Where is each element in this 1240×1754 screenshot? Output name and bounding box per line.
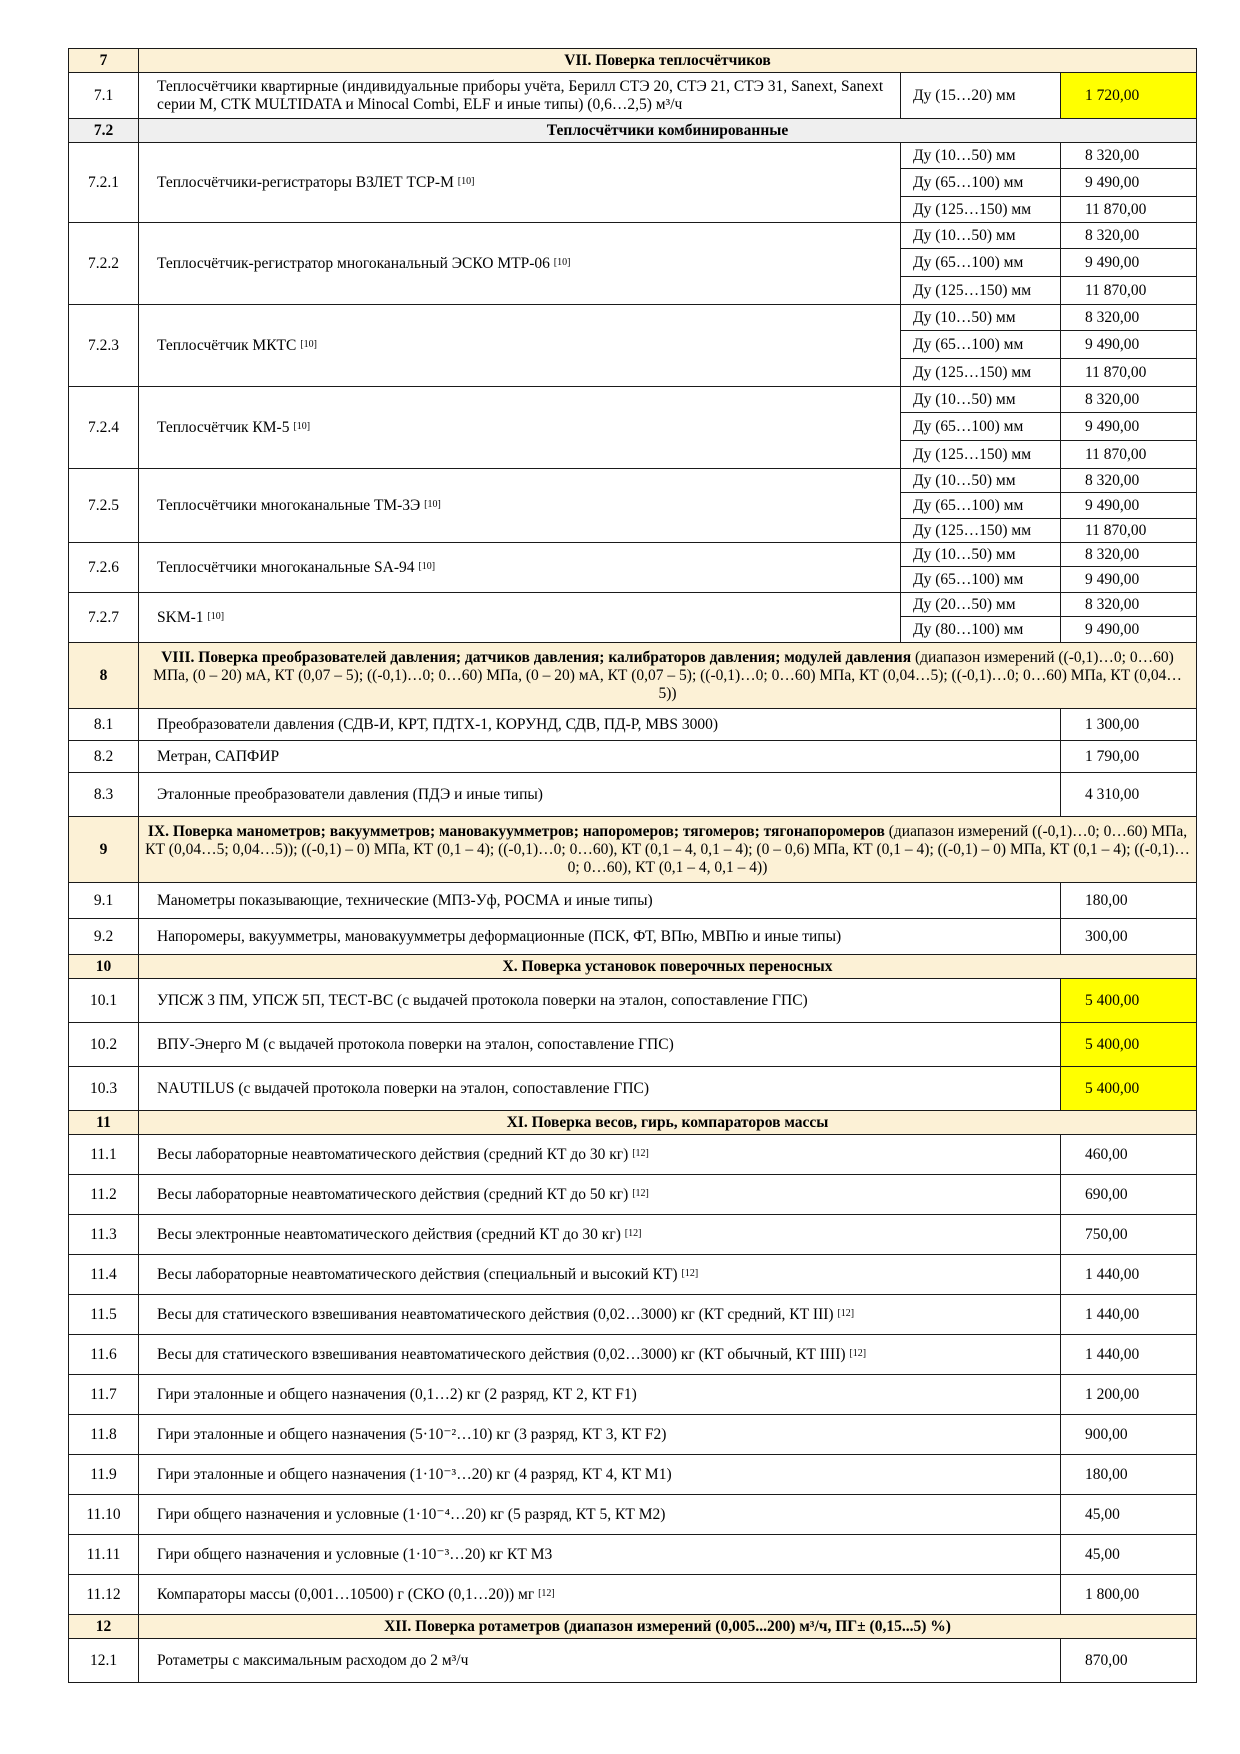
- item-name: [139, 1495, 1061, 1535]
- item-name: [139, 1639, 1061, 1683]
- item-name-text: Гири эталонные и общего назначения (0,1…2) кг (2 разряд, КТ 2, КТ F1): [157, 1385, 637, 1403]
- item-name: [139, 1335, 1061, 1375]
- table-row: [69, 1215, 1197, 1255]
- table-row: [69, 73, 1197, 119]
- table-row: [69, 223, 1197, 249]
- item-name: [139, 1135, 1061, 1175]
- footnote-ref: [12]: [632, 1147, 649, 1159]
- footnote-ref: [10]: [424, 498, 441, 510]
- nominal-diameter: Ду (10…50) мм: [901, 469, 1061, 493]
- item-number: 7.2.4: [69, 387, 139, 469]
- item-number: 11.12: [69, 1575, 139, 1615]
- section-title-text: VII. Поверка теплосчётчиков: [564, 51, 771, 69]
- item-name: [139, 1415, 1061, 1455]
- item-name-text: SKM-1: [157, 608, 204, 626]
- table-row: [69, 741, 1197, 773]
- item-name-text: Теплосчётчик КМ-5: [157, 418, 290, 436]
- section-header-row: [69, 817, 1197, 883]
- table-row: [69, 1067, 1197, 1111]
- section-number: 7.2: [69, 119, 139, 143]
- item-name: [139, 919, 1061, 955]
- price: 9 490,00: [1061, 617, 1197, 643]
- section-number: 10: [69, 955, 139, 979]
- price: 1 800,00: [1061, 1575, 1197, 1615]
- nominal-diameter: Ду (65…100) мм: [901, 413, 1061, 441]
- price: 300,00: [1061, 919, 1197, 955]
- item-name: [139, 1255, 1061, 1295]
- table-row: [69, 469, 1197, 493]
- price: 45,00: [1061, 1495, 1197, 1535]
- item-name: [139, 1175, 1061, 1215]
- footnote-ref: [12]: [681, 1267, 699, 1279]
- item-name: [139, 773, 1061, 817]
- section-range-note: (диапазон измерений ((-0,1)…0; 0…60) МПа, (0 – 20) мА, КТ (0,07 – 5); ((-0,1)…0; 0…60) МПа, (0 – 20) мА, КТ (0,07 – 5); ((-0,1)…0; 0…60) МПа, КТ (0,04…5); ((-0,1)…0; 0…60) МПа, КТ (0,04…5)): [153, 648, 1182, 702]
- nominal-diameter: Ду (20…50) мм: [901, 593, 1061, 617]
- item-number: 10.2: [69, 1023, 139, 1067]
- nominal-diameter: Ду (125…150) мм: [901, 197, 1061, 223]
- section-title-text: X. Поверка установок поверочных переносных: [502, 957, 833, 975]
- nominal-diameter: Ду (65…100) мм: [901, 567, 1061, 593]
- item-name: [139, 1067, 1061, 1111]
- item-name-text: Теплосчётчики квартирные (индивидуальные приборы учёта, Берилл СТЭ 20, СТЭ 21, СТЭ 31, Sanext, Sanext серии M, СТК MULTIDATA и Minocal Combi, ELF и иные типы) (0,6…2,5) м³/ч: [157, 77, 884, 113]
- nominal-diameter: Ду (80…100) мм: [901, 617, 1061, 643]
- nominal-diameter: Ду (65…100) мм: [901, 169, 1061, 197]
- section-title-text: XII. Поверка ротаметров (диапазон измерений (0,005...200) м³/ч, ПГ± (0,15...5) %): [384, 1617, 951, 1635]
- section-header-row: [69, 49, 1197, 73]
- item-number: 9.1: [69, 883, 139, 919]
- price: 5 400,00: [1061, 1023, 1197, 1067]
- section-title: [139, 1111, 1197, 1135]
- section-title-text: XI. Поверка весов, гирь, компараторов массы: [506, 1113, 829, 1131]
- item-number: 9.2: [69, 919, 139, 955]
- price: 9 490,00: [1061, 249, 1197, 277]
- item-name-text: Теплосчётчики многоканальные SA-94: [157, 558, 415, 576]
- table-row: [69, 1455, 1197, 1495]
- section-number: 12: [69, 1615, 139, 1639]
- footnote-ref: [12]: [837, 1307, 855, 1319]
- price: 11 870,00: [1061, 519, 1197, 543]
- item-name-text: Теплосчётчик МКТС: [157, 336, 297, 354]
- table-row: [69, 883, 1197, 919]
- item-name: [139, 1375, 1061, 1415]
- price: 1 440,00: [1061, 1335, 1197, 1375]
- item-name-text: Компараторы массы (0,001…10500) г (СКО (0,1…20)) мг: [157, 1585, 535, 1603]
- price: 1 790,00: [1061, 741, 1197, 773]
- item-name: [139, 73, 901, 119]
- price: 8 320,00: [1061, 469, 1197, 493]
- nominal-diameter: Ду (10…50) мм: [901, 387, 1061, 413]
- section-title: [139, 643, 1197, 709]
- item-name: [139, 223, 901, 305]
- price: 4 310,00: [1061, 773, 1197, 817]
- table-row: [69, 1495, 1197, 1535]
- table-row: [69, 773, 1197, 817]
- item-name-text: Ротаметры с максимальным расходом до 2 м³/ч: [157, 1651, 469, 1669]
- item-number: 11.2: [69, 1175, 139, 1215]
- footnote-ref: [12]: [624, 1227, 642, 1239]
- item-name: [139, 883, 1061, 919]
- price: 9 490,00: [1061, 493, 1197, 519]
- item-name: [139, 1023, 1061, 1067]
- item-number: 11.3: [69, 1215, 139, 1255]
- footnote-ref: [10]: [418, 560, 436, 572]
- section-header-row: [69, 1111, 1197, 1135]
- section-header-row: [69, 955, 1197, 979]
- item-name-text: Гири эталонные и общего назначения (5·10⁻²…10) кг (3 разряд, КТ 3, КТ F2): [157, 1425, 667, 1443]
- item-name: [139, 1575, 1061, 1615]
- item-name: [139, 593, 901, 643]
- item-number: 11.8: [69, 1415, 139, 1455]
- price: 460,00: [1061, 1135, 1197, 1175]
- item-name: [139, 741, 1061, 773]
- footnote-ref: [12]: [849, 1347, 867, 1359]
- item-name-text: Весы лабораторные неавтоматического действия (средний КТ до 30 кг): [157, 1145, 629, 1163]
- table-row: [69, 1295, 1197, 1335]
- item-name: [139, 543, 901, 593]
- price: 9 490,00: [1061, 413, 1197, 441]
- footnote-ref: [10]: [207, 610, 225, 622]
- section-range-note: (диапазон измерений ((-0,1)…0; 0…60) МПа, КТ (0,04…5; 0,04…5)); ((-0,1) – 0) МПа, КТ (0,1 – 4); ((-0,1)…0; 0…60), КТ (0,1 – 4, 0,1 – 4); (0 – 0,6) МПа, КТ (0,1 – 4); ((-0,1) – 0) МПа, КТ (0,1 – 4); ((-0,1)…0; 0…60), КТ (0,1 – 4, 0,1 – 4)): [145, 822, 1190, 876]
- table-row: [69, 709, 1197, 741]
- table-row: [69, 593, 1197, 617]
- item-name: [139, 469, 901, 543]
- price: 11 870,00: [1061, 441, 1197, 469]
- item-number: 11.10: [69, 1495, 139, 1535]
- price: 8 320,00: [1061, 143, 1197, 169]
- item-name: [139, 387, 901, 469]
- item-name-text: Гири общего назначения и условные (1·10⁻³…20) кг КТ М3: [157, 1545, 553, 1563]
- table-row: [69, 1375, 1197, 1415]
- item-name: [139, 1215, 1061, 1255]
- item-name: [139, 305, 901, 387]
- section-title-text: Теплосчётчики комбинированные: [546, 121, 789, 139]
- item-name: [139, 1455, 1061, 1495]
- section-number: 9: [69, 817, 139, 883]
- item-number: 10.1: [69, 979, 139, 1023]
- section-title-text: IX. Поверка манометров; вакуумметров; мановакуумметров; напоромеров; тягомеров; тягонапоромеров: [147, 822, 885, 840]
- item-number: 11.4: [69, 1255, 139, 1295]
- section-number: 11: [69, 1111, 139, 1135]
- footnote-ref: [10]: [457, 175, 475, 187]
- price: 8 320,00: [1061, 305, 1197, 331]
- item-name-text: Напоромеры, вакуумметры, мановакуумметры деформационные (ПСК, ФТ, ВПю, МВПю и иные типы): [157, 927, 842, 945]
- price: 180,00: [1061, 883, 1197, 919]
- nominal-diameter: Ду (10…50) мм: [901, 143, 1061, 169]
- item-name-text: ВПУ-Энерго М (с выдачей протокола поверки на эталон, сопоставление ГПС): [157, 1035, 674, 1053]
- item-name-text: Теплосчётчики многоканальные ТМ-3Э: [157, 496, 421, 514]
- item-name-text: Весы электронные неавтоматического действия (средний КТ до 30 кг): [157, 1225, 621, 1243]
- item-name-text: Теплосчётчики-регистраторы ВЗЛЕТ ТСР-М: [157, 173, 454, 191]
- price: 9 490,00: [1061, 331, 1197, 359]
- price-table-body: [69, 49, 1197, 1683]
- price: 690,00: [1061, 1175, 1197, 1215]
- item-name-text: Метран, САПФИР: [157, 747, 280, 765]
- table-row: [69, 543, 1197, 567]
- item-number: 7.2.3: [69, 305, 139, 387]
- price: 8 320,00: [1061, 543, 1197, 567]
- table-row: [69, 143, 1197, 169]
- section-header-row: [69, 1615, 1197, 1639]
- price: 750,00: [1061, 1215, 1197, 1255]
- item-name-text: Преобразователи давления (СДВ-И, КРТ, ПДТХ-1, КОРУНД, СДВ, ПД-Р, MBS 3000): [157, 715, 718, 733]
- table-row: [69, 1023, 1197, 1067]
- table-row: [69, 305, 1197, 331]
- price: 1 440,00: [1061, 1255, 1197, 1295]
- item-number: 7.2.7: [69, 593, 139, 643]
- nominal-diameter: Ду (10…50) мм: [901, 223, 1061, 249]
- price: 5 400,00: [1061, 979, 1197, 1023]
- item-number: 7.2.1: [69, 143, 139, 223]
- price: 1 200,00: [1061, 1375, 1197, 1415]
- price: 1 440,00: [1061, 1295, 1197, 1335]
- price: 180,00: [1061, 1455, 1197, 1495]
- table-row: [69, 1575, 1197, 1615]
- nominal-diameter: Ду (125…150) мм: [901, 519, 1061, 543]
- item-number: 8.1: [69, 709, 139, 741]
- item-name-text: Манометры показывающие, технические (МП3-Уф, РОСМА и иные типы): [157, 891, 653, 909]
- table-row: [69, 979, 1197, 1023]
- price: 9 490,00: [1061, 567, 1197, 593]
- item-number: 7.2.5: [69, 469, 139, 543]
- subsection-header-row: [69, 119, 1197, 143]
- item-name-text: УПСЖ 3 ПМ, УПСЖ 5П, ТЕСТ-ВС (с выдачей протокола поверки на эталон, сопоставление ГПС): [157, 991, 808, 1009]
- footnote-ref: [12]: [538, 1587, 555, 1599]
- item-number: 7.2.2: [69, 223, 139, 305]
- price: 45,00: [1061, 1535, 1197, 1575]
- table-row: [69, 1535, 1197, 1575]
- price: 870,00: [1061, 1639, 1197, 1683]
- price: 8 320,00: [1061, 387, 1197, 413]
- table-row: [69, 1335, 1197, 1375]
- item-name: [139, 143, 901, 223]
- item-name-text: Гири эталонные и общего назначения (1·10⁻³…20) кг (4 разряд, КТ 4, КТ M1): [157, 1465, 672, 1483]
- section-title: [139, 49, 1197, 73]
- nominal-diameter: Ду (65…100) мм: [901, 331, 1061, 359]
- footnote-ref: [10]: [300, 338, 317, 350]
- nominal-diameter: Ду (10…50) мм: [901, 543, 1061, 567]
- price: 1 720,00: [1061, 73, 1197, 119]
- section-title: [139, 119, 1197, 143]
- item-number: 7.2.6: [69, 543, 139, 593]
- item-name: [139, 979, 1061, 1023]
- item-name-text: Весы лабораторные неавтоматического действия (средний КТ до 50 кг): [157, 1185, 629, 1203]
- item-number: 11.9: [69, 1455, 139, 1495]
- item-number: 12.1: [69, 1639, 139, 1683]
- item-name-text: Гири общего назначения и условные (1·10⁻⁴…20) кг (5 разряд, КТ 5, КТ M2): [157, 1505, 666, 1523]
- item-number: 8.2: [69, 741, 139, 773]
- section-number: 7: [69, 49, 139, 73]
- section-title: [139, 817, 1197, 883]
- item-name-text: Теплосчётчик-регистратор многоканальный ЭСКО МТР-06: [157, 254, 550, 272]
- table-row: [69, 1415, 1197, 1455]
- nominal-diameter: Ду (125…150) мм: [901, 277, 1061, 305]
- price: 8 320,00: [1061, 593, 1197, 617]
- item-name-text: Эталонные преобразователи давления (ПДЭ и иные типы): [157, 785, 543, 803]
- item-name: [139, 1295, 1061, 1335]
- table-row: [69, 1639, 1197, 1683]
- price: 9 490,00: [1061, 169, 1197, 197]
- nominal-diameter: Ду (15…20) мм: [901, 73, 1061, 119]
- section-header-row: [69, 643, 1197, 709]
- table-row: [69, 1255, 1197, 1295]
- item-number: 11.6: [69, 1335, 139, 1375]
- price: 5 400,00: [1061, 1067, 1197, 1111]
- item-name-text: Весы лабораторные неавтоматического действия (специальный и высокий КТ): [157, 1265, 678, 1283]
- nominal-diameter: Ду (10…50) мм: [901, 305, 1061, 331]
- footnote-ref: [10]: [553, 256, 571, 268]
- item-number: 11.1: [69, 1135, 139, 1175]
- nominal-diameter: Ду (125…150) мм: [901, 359, 1061, 387]
- table-row: [69, 919, 1197, 955]
- nominal-diameter: Ду (65…100) мм: [901, 493, 1061, 519]
- item-number: 11.5: [69, 1295, 139, 1335]
- table-row: [69, 1175, 1197, 1215]
- price: 8 320,00: [1061, 223, 1197, 249]
- price: 11 870,00: [1061, 359, 1197, 387]
- item-number: 8.3: [69, 773, 139, 817]
- price: 11 870,00: [1061, 277, 1197, 305]
- price: 11 870,00: [1061, 197, 1197, 223]
- footnote-ref: [12]: [632, 1187, 649, 1199]
- nominal-diameter: Ду (125…150) мм: [901, 441, 1061, 469]
- item-name-text: Весы для статического взвешивания неавтоматического действия (0,02…3000) кг (КТ средний, КТ III): [157, 1305, 834, 1323]
- table-row: [69, 1135, 1197, 1175]
- price: 1 300,00: [1061, 709, 1197, 741]
- section-title: [139, 955, 1197, 979]
- nominal-diameter: Ду (65…100) мм: [901, 249, 1061, 277]
- price-table: [68, 48, 1197, 1683]
- item-number: 10.3: [69, 1067, 139, 1111]
- price: 900,00: [1061, 1415, 1197, 1455]
- item-number: 11.11: [69, 1535, 139, 1575]
- table-row: [69, 387, 1197, 413]
- item-number: 7.1: [69, 73, 139, 119]
- item-name-text: Весы для статического взвешивания неавтоматического действия (0,02…3000) кг (КТ обычный, КТ IIII): [157, 1345, 846, 1363]
- section-number: 8: [69, 643, 139, 709]
- section-title-text: VIII. Поверка преобразователей давления; датчиков давления; калибраторов давления; модулей давления: [161, 648, 912, 666]
- item-name: [139, 709, 1061, 741]
- item-name: [139, 1535, 1061, 1575]
- item-number: 11.7: [69, 1375, 139, 1415]
- section-title: [139, 1615, 1197, 1639]
- footnote-ref: [10]: [293, 420, 311, 432]
- item-name-text: NAUTILUS (с выдачей протокола поверки на эталон, сопоставление ГПС): [157, 1079, 650, 1097]
